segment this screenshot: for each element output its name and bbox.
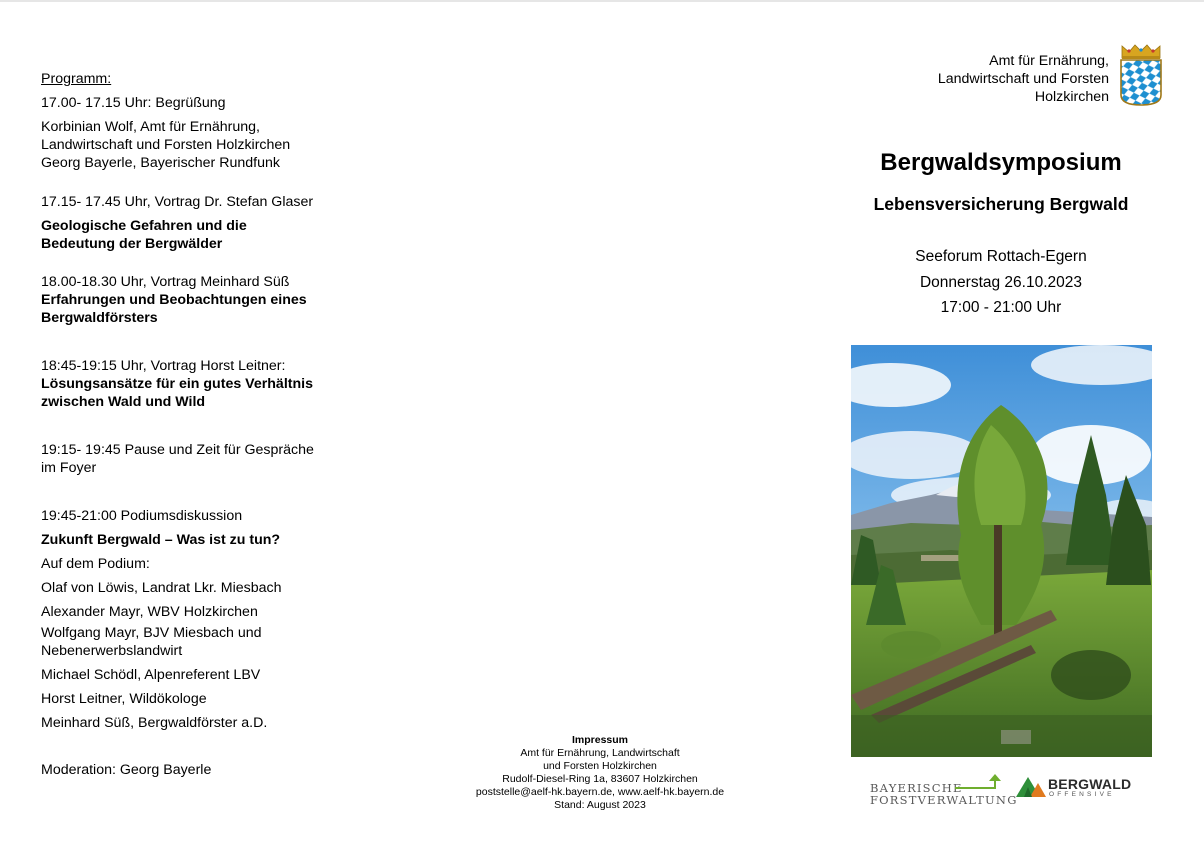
panelist: Olaf von Löwis, Landrat Lkr. Miesbach xyxy=(41,580,282,596)
impressum-line: Stand: August 2023 xyxy=(554,799,646,811)
event-details xyxy=(850,244,1152,321)
impressum-heading: Impressum xyxy=(571,734,629,746)
event-time: 17:00 - 21:00 Uhr xyxy=(940,299,1062,316)
panel-title: Zukunft Bergwald – Was ist zu tun? xyxy=(41,532,281,548)
event-subtitle: Lebensversicherung Bergwald xyxy=(873,194,1129,214)
bavarian-crest-icon xyxy=(1117,43,1165,107)
talk3-title-line: zwischen Wald und Wild xyxy=(41,394,206,410)
bergwald-logo-line2: OFFENSIVE xyxy=(1049,791,1115,798)
panel-time: 19:45-21:00 Podiumsdiskussion xyxy=(41,508,243,524)
forst-logo-line1: BAYERISCHE xyxy=(870,781,963,795)
panelist: Nebenerwerbslandwirt xyxy=(41,643,183,659)
talk3-time: 18:45-19:15 Uhr, Vortrag Horst Leitner: xyxy=(41,358,286,374)
office-line: Amt für Ernährung, xyxy=(989,53,1109,69)
welcome-speaker-line: Korbinian Wolf, Amt für Ernährung, xyxy=(41,119,260,135)
welcome-speaker-line: Georg Bayerle, Bayerischer Rundfunk xyxy=(41,155,280,171)
office-line: Holzkirchen xyxy=(1034,89,1109,105)
pause-line: 19:15- 19:45 Pause und Zeit für Gespräche xyxy=(41,442,314,458)
mountain-forest-photo xyxy=(851,345,1152,757)
talk2-title-line: Bergwaldförsters xyxy=(41,310,158,326)
welcome-speaker-line: Landwirtschaft und Forsten Holzkirchen xyxy=(41,137,291,153)
welcome-time: 17.00- 17.15 Uhr: Begrüßung xyxy=(41,95,226,111)
panel-intro: Auf dem Podium: xyxy=(41,556,150,572)
pause-line: im Foyer xyxy=(41,460,97,476)
impressum-line: Rudolf-Diesel-Ring 1a, 83607 Holzkirchen xyxy=(502,773,698,785)
event-title: Bergwaldsymposium xyxy=(880,149,1122,176)
panelist: Horst Leitner, Wildökologe xyxy=(41,691,207,707)
impressum xyxy=(450,734,750,812)
mountain-tree-icon xyxy=(1016,773,1046,799)
impressum-line: poststelle@aelf-hk.bayern.de, www.aelf-hk.bayern.de xyxy=(475,786,725,798)
bayerische-forstverwaltung-logo xyxy=(870,772,1018,808)
talk1-time: 17.15- 17.45 Uhr, Vortrag Dr. Stefan Glaser xyxy=(41,194,314,210)
top-border xyxy=(0,0,1204,2)
talk3-title-line: Lösungsansätze für ein gutes Verhältnis xyxy=(41,376,313,392)
panelist: Michael Schödl, Alpenreferent LBV xyxy=(41,667,261,683)
talk2-title-line: Erfahrungen und Beobachtungen eines xyxy=(41,292,307,308)
impressum-line: und Forsten Holzkirchen xyxy=(543,760,657,772)
event-venue: Seeforum Rottach-Egern xyxy=(915,248,1087,265)
talk1-title-line: Geologische Gefahren und die xyxy=(41,218,247,234)
program-heading: Programm: xyxy=(41,71,112,87)
forst-logo-line2: FORSTVERWALTUNG xyxy=(870,793,1018,807)
program-column xyxy=(41,70,371,779)
talk1-title-line: Bedeutung der Bergwälder xyxy=(41,236,223,252)
event-date: Donnerstag 26.10.2023 xyxy=(919,273,1083,291)
impressum-line: Amt für Ernährung, Landwirtschaft xyxy=(520,747,680,759)
bergwald-offensive-logo xyxy=(1016,773,1132,801)
forst-arrow-icon xyxy=(955,772,1005,792)
talk2-time: 18.00-18.30 Uhr, Vortrag Meinhard Süß xyxy=(41,274,290,290)
office-line: Landwirtschaft und Forsten xyxy=(937,71,1109,87)
panelist: Meinhard Süß, Bergwaldförster a.D. xyxy=(41,715,268,731)
office-name xyxy=(880,52,1109,106)
panelist: Wolfgang Mayr, BJV Miesbach und xyxy=(41,625,262,641)
moderation: Moderation: Georg Bayerle xyxy=(41,762,212,778)
panelist: Alexander Mayr, WBV Holzkirchen xyxy=(41,604,258,620)
bergwald-logo-line1: BERGWALD xyxy=(1048,776,1132,792)
